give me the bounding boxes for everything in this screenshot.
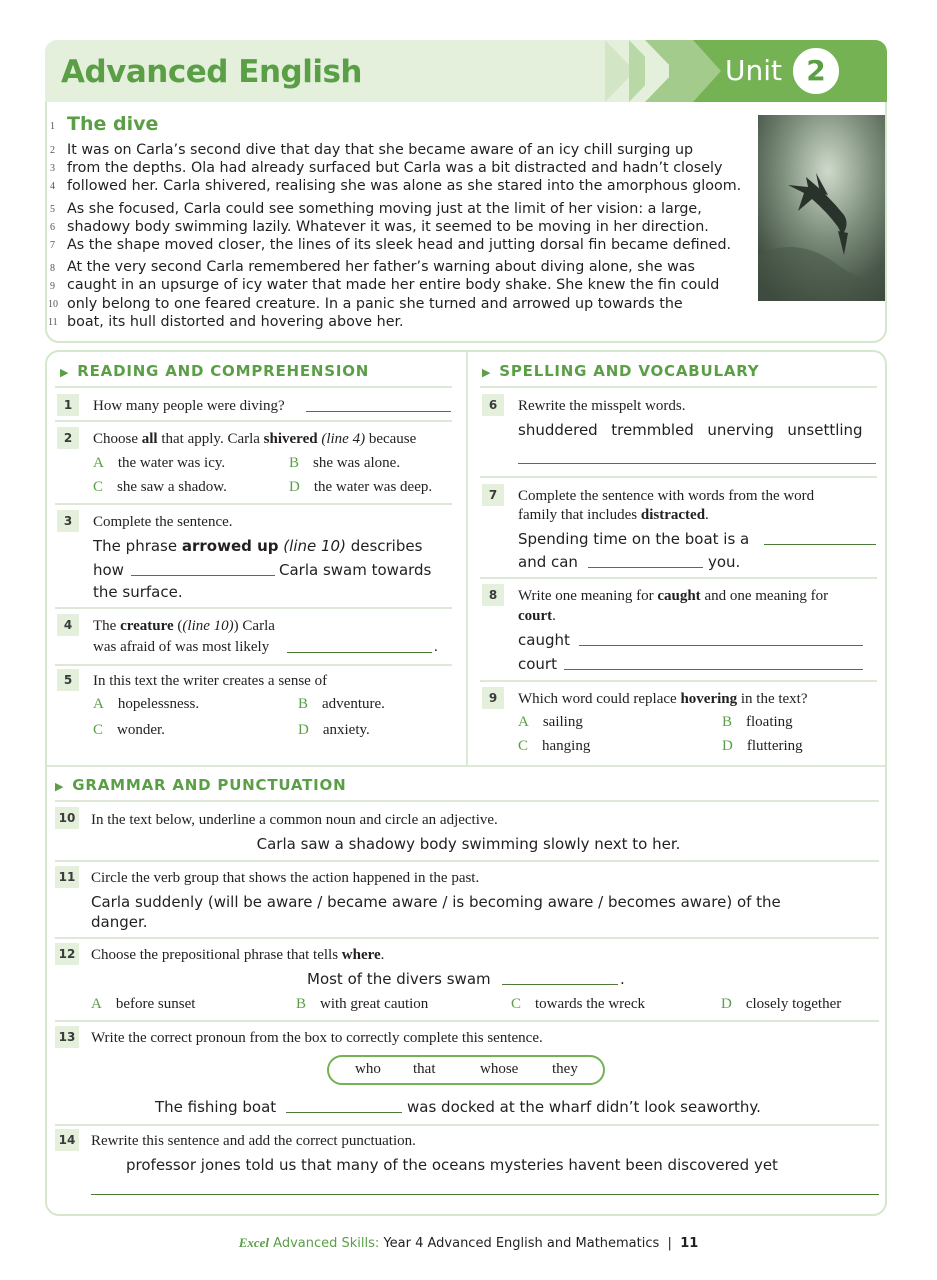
option-a[interactable]: A the water was icy. — [93, 455, 226, 471]
unit-label: Unit — [725, 54, 782, 87]
line-number: 3 — [50, 163, 55, 174]
pronoun-option[interactable]: who — [355, 1061, 381, 1077]
answer-line[interactable] — [588, 567, 703, 568]
line-number: 2 — [50, 145, 55, 156]
answer-line[interactable] — [564, 669, 863, 670]
story-text — [67, 141, 757, 335]
shark-photo — [758, 115, 885, 301]
answer-line[interactable] — [502, 984, 618, 985]
question-number: 8 — [482, 584, 504, 606]
line-number: 10 — [48, 299, 58, 310]
question-sentence: The fishing boat — [155, 1098, 277, 1116]
section-reading: ▶ READING AND COMPREHENSION — [60, 362, 370, 380]
pronoun-option[interactable]: they — [552, 1061, 578, 1077]
pronoun-option[interactable]: whose — [480, 1061, 519, 1077]
option-b[interactable]: B with great caution — [296, 996, 429, 1012]
question-number: 14 — [55, 1129, 79, 1151]
question-number: 1 — [57, 394, 79, 416]
page-title: Advanced English — [61, 54, 362, 90]
footer-separator: | — [667, 1236, 672, 1251]
answer-line[interactable] — [306, 411, 451, 412]
question-text: Complete the sentence. — [93, 514, 233, 530]
question-sentence: The phrase arrowed up (line 10) describes — [93, 537, 423, 555]
option-d[interactable]: D anxiety. — [298, 722, 370, 738]
answer-line[interactable] — [91, 1194, 879, 1195]
question-number: 12 — [55, 943, 79, 965]
question-sentence: the surface. — [93, 583, 183, 601]
page-footer — [0, 1235, 937, 1251]
story-paragraph: As she focused, Carla could see something moving just at the limit of her vision: a large, shadowy body swimming lazily. Whatever it was, it seemed to be moving in her direction. As the shape moved closer, the lines of its sleek head and jutting dorsal fin became defined. — [67, 200, 732, 254]
answer-line[interactable] — [579, 645, 863, 646]
pronoun-option[interactable]: that — [413, 1061, 436, 1077]
misspelt-words: shuddered tremmbled unerving unsettling — [518, 421, 863, 439]
answer-label: caught — [518, 631, 570, 649]
question-text: How many people were diving? — [93, 398, 285, 414]
section-grammar: ▶ GRAMMAR AND PUNCTUATION — [55, 776, 347, 794]
footer-brand: Excel — [238, 1235, 270, 1250]
question-number: 10 — [55, 807, 79, 829]
answer-line[interactable] — [518, 463, 876, 464]
question-text: Write the correct pronoun from the box to correctly complete this sentence. — [91, 1030, 543, 1046]
line-number: 1 — [50, 121, 55, 132]
question-text: In this text the writer creates a sense of — [93, 673, 328, 689]
question-text: Rewrite this sentence and add the correct punctuation. — [91, 1133, 416, 1149]
unit-number: 2 — [790, 45, 842, 97]
question-sentence: danger. — [91, 913, 148, 931]
question-sentence: professor jones told us that many of the oceans mysteries havent been discovered yet — [126, 1156, 778, 1174]
question-text: Rewrite the misspelt words. — [518, 398, 686, 414]
question-number: 3 — [57, 510, 79, 532]
answer-label: court — [518, 655, 557, 673]
question-number: 2 — [57, 427, 79, 449]
option-a[interactable]: A before sunset — [91, 996, 196, 1012]
question-text: In the text below, underline a common noun and circle an adjective. — [91, 812, 498, 828]
question-number: 7 — [482, 484, 504, 506]
answer-line[interactable] — [287, 652, 432, 653]
option-c[interactable]: C hanging — [518, 738, 591, 754]
option-d[interactable]: D closely together — [721, 996, 842, 1012]
option-a[interactable]: A hopelessness. — [93, 696, 200, 712]
line-number: 7 — [50, 240, 55, 251]
line-number: 4 — [50, 181, 55, 192]
unit-header — [45, 40, 887, 102]
line-number: 9 — [50, 281, 55, 292]
option-b[interactable]: B she was alone. — [289, 455, 401, 471]
page-number: 11 — [680, 1236, 699, 1251]
question-number: 11 — [55, 866, 79, 888]
question-number: 5 — [57, 669, 79, 691]
footer-series: Advanced Skills: — [273, 1236, 380, 1251]
question-number: 6 — [482, 394, 504, 416]
option-c[interactable]: C she saw a shadow. — [93, 479, 227, 495]
section-spelling: ▶ SPELLING AND VOCABULARY — [482, 362, 760, 380]
question-text: court. — [518, 608, 556, 624]
story-paragraph: At the very second Carla remembered her father’s warning about diving alone, she was caught in an upsurge of icy water that made her entire body shake. She knew the fin could only belong to one feared creature. In a panic she turned and arrowed up towards the boat, its hull distorted and hovering above her. — [67, 259, 720, 330]
story-paragraph: It was on Carla’s second dive that day that she became aware of an icy chill surging up from the depths. Ola had already surfaced but Carla was a bit distracted and hadn’t closely followed her. Carla shivered, realising she was alone as she stared into the amorphous gloom. — [67, 142, 742, 195]
line-number: 6 — [50, 222, 55, 233]
question-sentence: how — [93, 561, 124, 579]
question-sentence[interactable]: Carla suddenly (will be aware / became aware / is becoming aware / becomes aware) of the — [91, 893, 781, 911]
question-period: . — [620, 970, 625, 988]
question-number: 13 — [55, 1026, 79, 1048]
question-number: 4 — [57, 614, 79, 636]
question-text: The creature ((line 10)) Carla — [93, 618, 275, 634]
answer-line[interactable] — [764, 544, 876, 545]
option-a[interactable]: A sailing — [518, 714, 583, 730]
line-number: 11 — [48, 317, 58, 328]
question-sentence[interactable]: Carla saw a shadowy body swimming slowly next to her. — [256, 835, 681, 853]
question-period: . — [434, 639, 438, 655]
question-text: Choose all that apply. Carla shivered (line 4) because — [93, 431, 417, 447]
question-sentence: Spending time on the boat is a — [518, 530, 750, 548]
question-text: Choose the prepositional phrase that tells where. — [91, 947, 385, 963]
option-c[interactable]: C wonder. — [93, 722, 165, 738]
option-c[interactable]: C towards the wreck — [511, 996, 645, 1012]
answer-line[interactable] — [131, 575, 275, 576]
question-sentence: Most of the divers swam — [307, 970, 491, 988]
question-sentence: and can — [518, 553, 578, 571]
answer-line[interactable] — [286, 1112, 402, 1113]
line-number: 5 — [50, 204, 55, 215]
story-title: The dive — [67, 113, 159, 135]
line-number: 8 — [50, 263, 55, 274]
question-text: Which word could replace hovering in the text? — [518, 691, 808, 707]
option-b[interactable]: B floating — [722, 714, 793, 730]
option-d[interactable]: D the water was deep. — [289, 479, 433, 495]
option-d[interactable]: D fluttering — [722, 738, 803, 754]
option-b[interactable]: B adventure. — [298, 696, 385, 712]
question-text: family that includes distracted. — [518, 507, 709, 523]
question-text: Write one meaning for caught and one meaning for — [518, 588, 829, 604]
question-sentence: you. — [708, 553, 741, 571]
question-number: 9 — [482, 687, 504, 709]
question-text: Circle the verb group that shows the action happened in the past. — [91, 870, 480, 886]
question-text: was afraid of was most likely — [93, 639, 270, 655]
question-text: Complete the sentence with words from the word — [518, 488, 815, 504]
footer-book: Year 4 Advanced English and Mathematics — [383, 1236, 660, 1251]
question-sentence: was docked at the wharf didn’t look seaworthy. — [407, 1098, 761, 1116]
question-sentence: Carla swam towards — [279, 561, 432, 579]
